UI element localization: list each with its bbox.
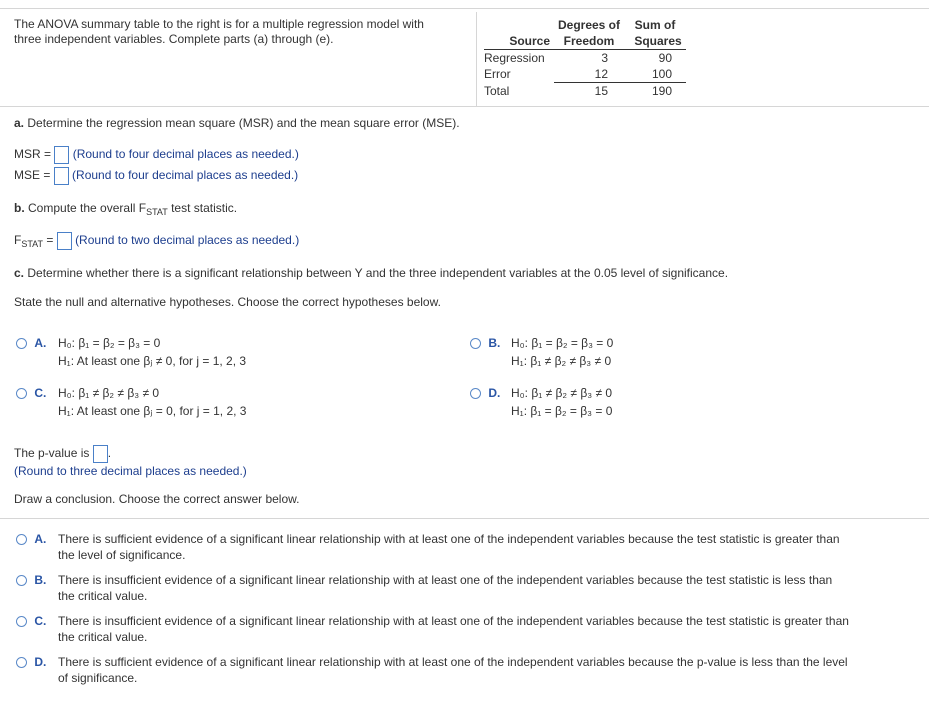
conclusion-c-text [58, 613, 849, 645]
intro-text [14, 17, 424, 47]
conclusion-prompt: Draw a conclusion. Choose the correct answer below. [14, 492, 300, 506]
mse-hint: (Round to four decimal places as needed.) [72, 168, 299, 182]
answer-line-1: There is sufficient evidence of a significant linear relationship with at least one of the independent variables because the test statistic is greater than [58, 532, 840, 546]
pvalue-label: The p-value is [14, 446, 90, 460]
radio-b[interactable] [470, 338, 481, 349]
radio-a[interactable] [16, 338, 27, 349]
h0-text: H₀: β₁ ≠ β₂ ≠ β₃ ≠ 0 [511, 386, 613, 400]
section-divider [0, 106, 929, 107]
conclusion-divider [0, 518, 929, 519]
part-b-question [14, 201, 237, 216]
intro-line-1: The ANOVA summary table to the right is for a multiple regression model with [14, 17, 424, 31]
row-df: 3 [601, 51, 608, 65]
fstat-row [14, 230, 299, 250]
row-df: 12 [554, 66, 624, 83]
hypothesis-option-b[interactable] [470, 334, 500, 352]
row-ss: 90 [658, 51, 672, 65]
answer-line-2: the level of significance. [58, 548, 186, 562]
conclusion-d-text [58, 654, 848, 686]
conclusion-option-b[interactable] [16, 571, 46, 589]
pvalue-hint: (Round to three decimal places as needed.) [14, 464, 247, 478]
intro-line-2: three independent variables. Complete parts (a) through (e). [14, 32, 334, 46]
radio-c[interactable] [16, 388, 27, 399]
conclusion-a-text [58, 531, 840, 563]
anova-table [484, 17, 686, 99]
option-letter: D. [34, 655, 47, 669]
part-b-text-pre: Compute the overall F [28, 201, 147, 215]
table-row [484, 83, 686, 100]
h1-text: H₁: At least one βⱼ ≠ 0, for j = 1, 2, 3 [58, 354, 247, 368]
fstat-input[interactable] [57, 232, 72, 250]
ss-header-top: Sum of [634, 18, 676, 32]
radio-c[interactable] [16, 616, 27, 627]
msr-label: MSR = [14, 147, 52, 161]
answer-line-1: There is sufficient evidence of a significant linear relationship with at least one of the independent variables because the p-value is less than the level [58, 655, 848, 669]
part-b-text-post: test statistic. [171, 201, 238, 215]
radio-a[interactable] [16, 534, 27, 545]
fstat-label: F [14, 233, 22, 247]
hypotheses-prompt: State the null and alternative hypotheses. Choose the correct hypotheses below. [14, 295, 441, 309]
hypothesis-d-text [511, 384, 612, 420]
row-source: Total [484, 83, 510, 98]
hypothesis-c-text [58, 384, 246, 420]
intro-table-separator [476, 12, 477, 106]
msr-input[interactable] [54, 146, 69, 164]
option-letter: D. [488, 386, 501, 400]
part-c-question [14, 266, 728, 281]
option-letter: A. [34, 336, 47, 350]
ss-header-bottom: Squares [624, 33, 686, 50]
hypothesis-option-a[interactable] [16, 334, 46, 352]
row-source: Error [484, 67, 511, 82]
option-letter: C. [34, 614, 47, 628]
part-c-text: Determine whether there is a significant relationship between Y and the three independent variables at the 0.05 level of significance. [27, 266, 729, 280]
top-divider [0, 8, 929, 9]
radio-b[interactable] [16, 575, 27, 586]
pvalue-period: . [107, 446, 112, 460]
part-b-text-sub: STAT [146, 207, 168, 217]
pvalue-input[interactable] [93, 445, 108, 463]
conclusion-b-text [58, 572, 832, 604]
row-ss: 100 [624, 66, 686, 83]
part-c-label: c. [14, 266, 25, 280]
option-letter: B. [488, 336, 501, 350]
hypothesis-option-d[interactable] [470, 384, 500, 402]
df-header-bottom: Freedom [554, 33, 624, 50]
option-letter: C. [34, 386, 47, 400]
h0-text: H₀: β₁ ≠ β₂ ≠ β₃ ≠ 0 [58, 386, 160, 400]
answer-line-2: the critical value. [58, 630, 148, 644]
conclusion-option-d[interactable] [16, 653, 46, 671]
radio-d[interactable] [470, 388, 481, 399]
h0-text: H₀: β₁ = β₂ = β₃ = 0 [58, 336, 161, 350]
answer-line-2: of significance. [58, 671, 138, 685]
fstat-hint: (Round to two decimal places as needed.) [75, 233, 300, 247]
row-df: 15 [594, 84, 608, 98]
msr-hint: (Round to four decimal places as needed.) [72, 147, 299, 161]
h1-text: H₁: At least one βⱼ = 0, for j = 1, 2, 3 [58, 404, 247, 418]
row-ss: 190 [651, 84, 672, 98]
row-source: Regression [484, 51, 545, 65]
radio-d[interactable] [16, 657, 27, 668]
option-letter: A. [34, 532, 47, 546]
fstat-equals: = [46, 233, 54, 247]
mse-label: MSE = [14, 168, 51, 182]
table-row [484, 50, 686, 67]
part-a-label: a. [14, 116, 25, 130]
table-row [484, 66, 686, 83]
df-header-top: Degrees of [557, 18, 621, 32]
h1-text: H₁: β₁ ≠ β₂ ≠ β₃ ≠ 0 [511, 354, 612, 368]
answer-line-2: the critical value. [58, 589, 148, 603]
hypothesis-b-text [511, 334, 613, 370]
mse-input[interactable] [54, 167, 69, 185]
pvalue-row [14, 443, 111, 463]
part-a-question [14, 116, 460, 131]
option-letter: B. [34, 573, 47, 587]
part-a-text: Determine the regression mean square (MSR) and the mean square error (MSE). [27, 116, 460, 130]
h1-text: H₁: β₁ = β₂ = β₃ = 0 [511, 404, 613, 418]
answer-line-1: There is insufficient evidence of a significant linear relationship with at least one of the independent variables because the test statistic is greater than [58, 614, 849, 628]
hypothesis-option-c[interactable] [16, 384, 46, 402]
h0-text: H₀: β₁ = β₂ = β₃ = 0 [511, 336, 614, 350]
conclusion-option-c[interactable] [16, 612, 46, 630]
part-b-label: b. [14, 201, 25, 215]
source-header: Source [484, 33, 554, 50]
hypothesis-a-text [58, 334, 246, 370]
fstat-label-sub: STAT [21, 239, 44, 249]
msr-row [14, 144, 299, 164]
answer-line-1: There is insufficient evidence of a significant linear relationship with at least one of the independent variables because the test statistic is less than [58, 573, 833, 587]
mse-row [14, 165, 298, 185]
conclusion-option-a[interactable] [16, 530, 46, 548]
